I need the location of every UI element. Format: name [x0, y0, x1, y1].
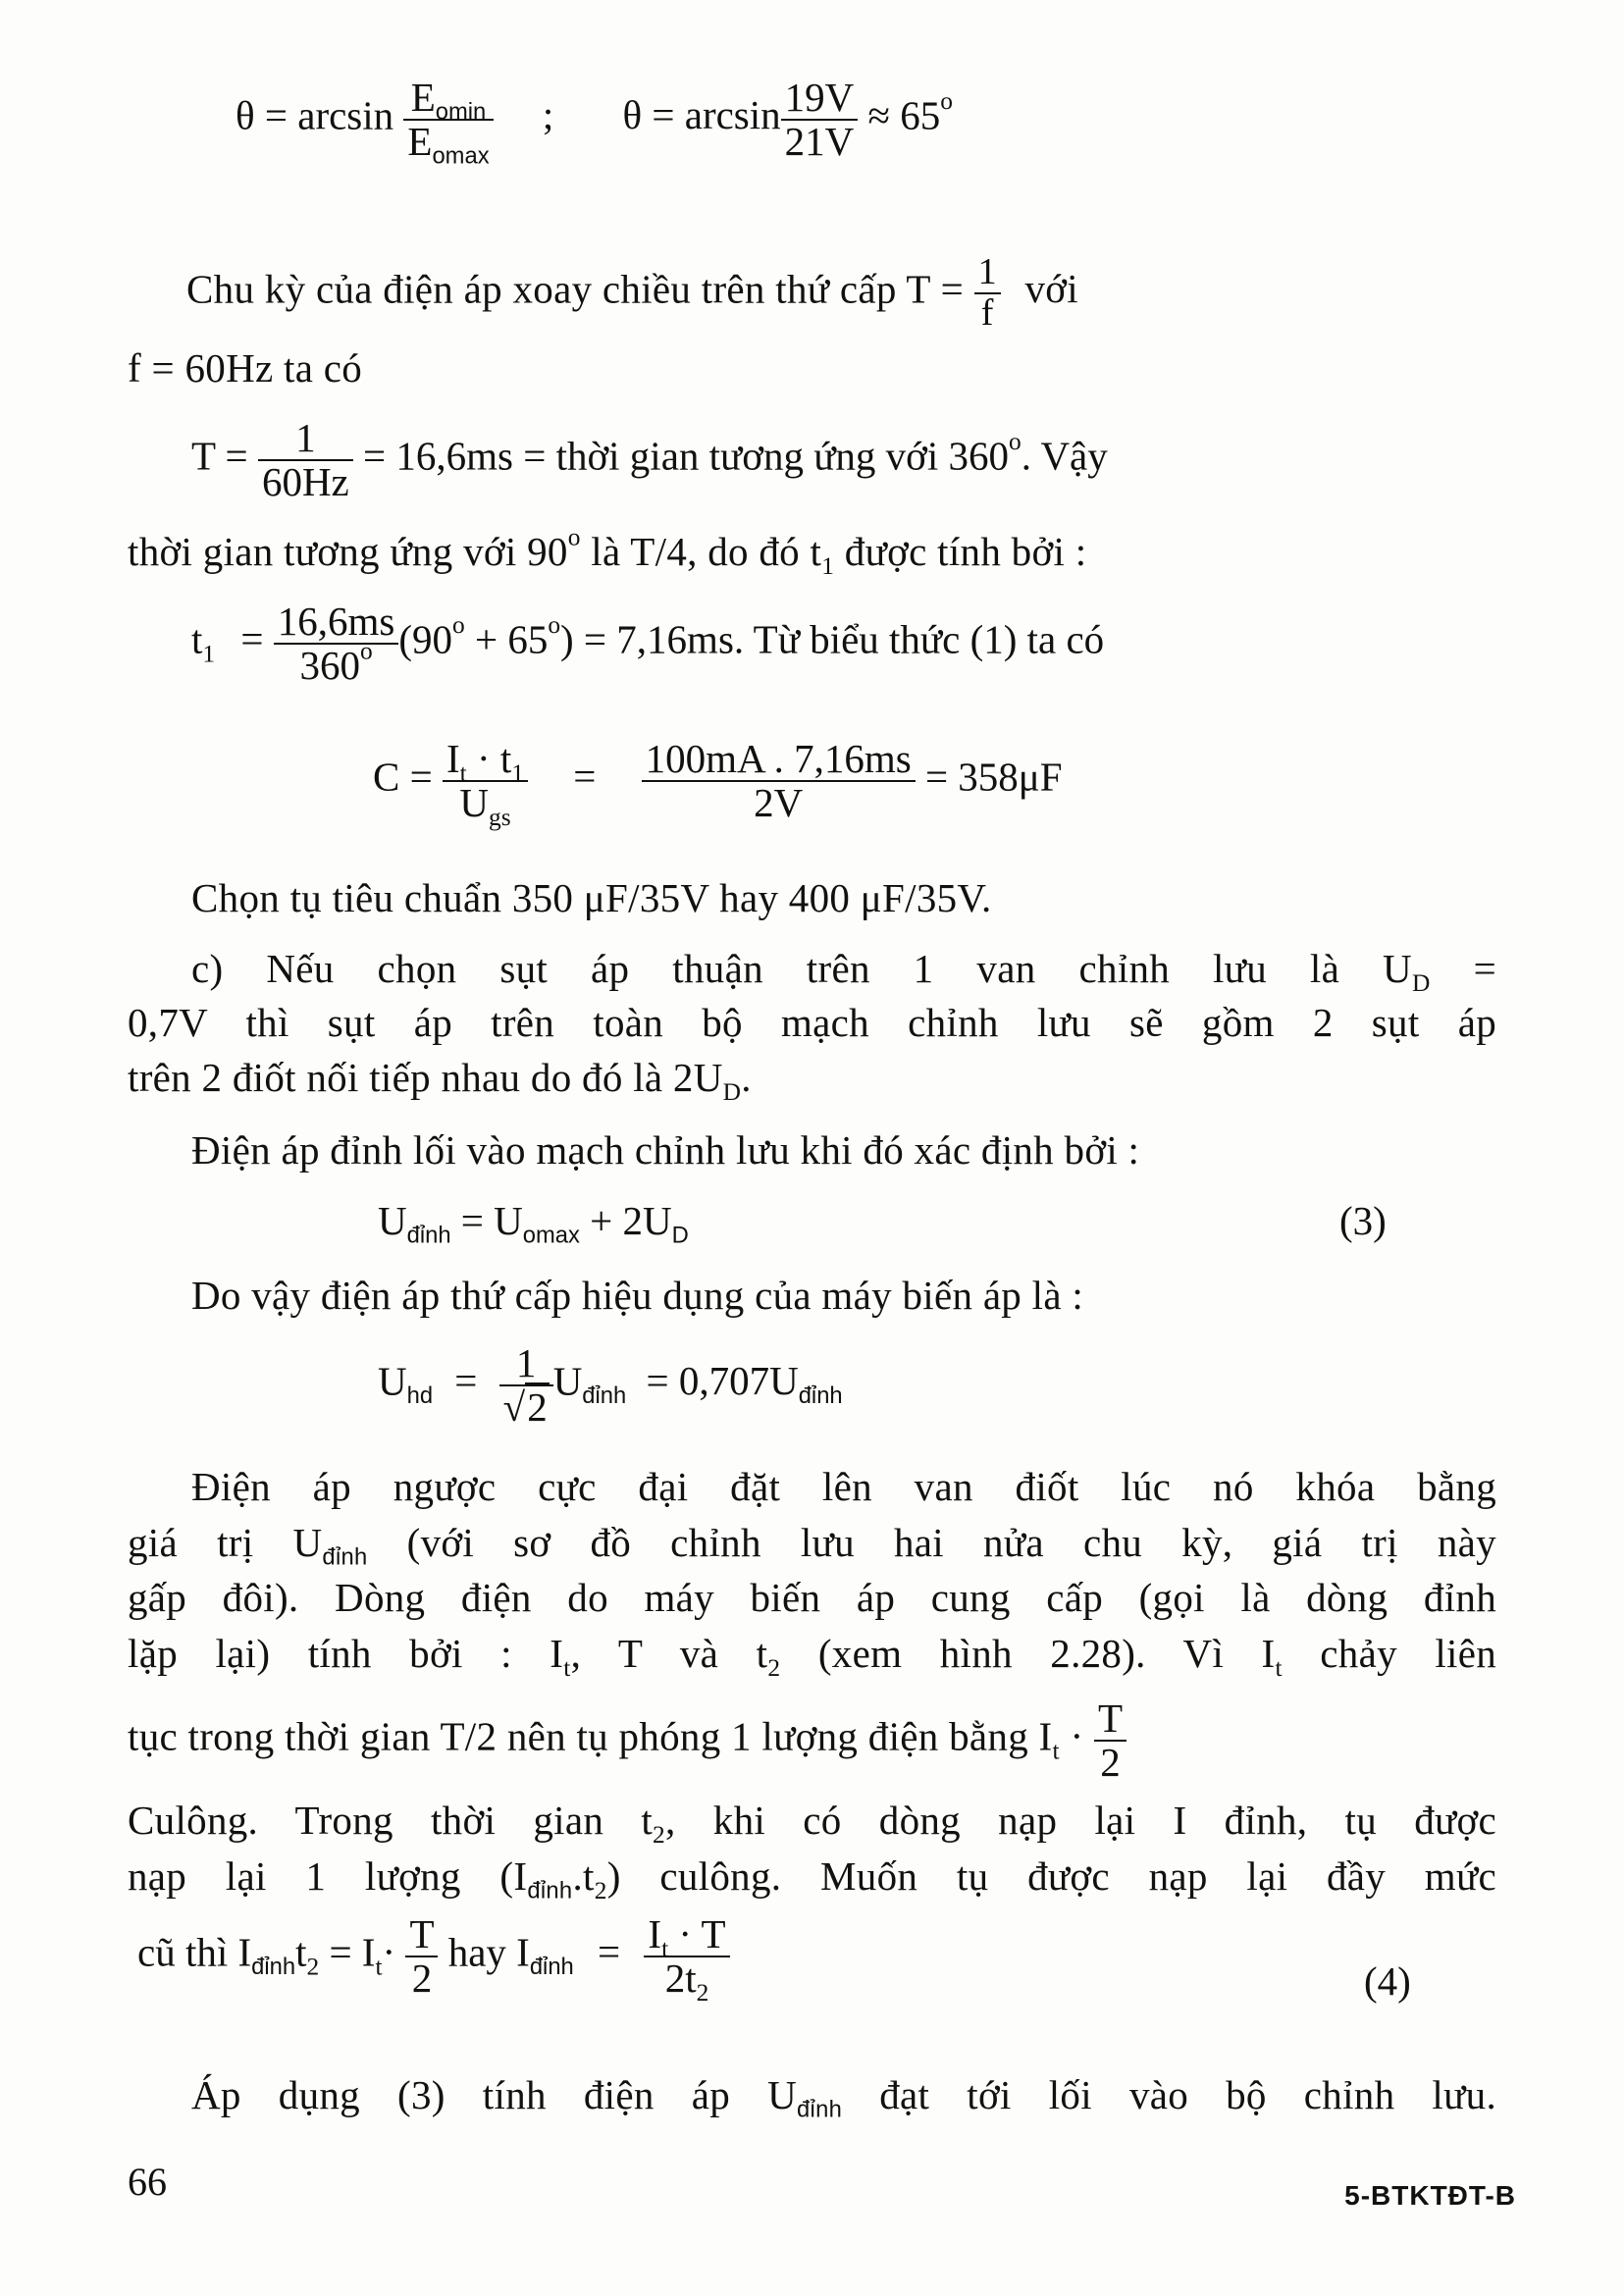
para-c-line3: trên 2 điốt nối tiếp nhau do đó là $2U_D$.: [128, 1055, 752, 1106]
para-chu-ky-line2: f = 60Hz ta có: [128, 345, 363, 391]
reverse-para-line2: giá trị $U_{đỉnh}$ (với sơ đồ chỉnh lưu hai nửa chu kỳ, giá trị này: [128, 1520, 1496, 1571]
period-value-fraction: $\frac{1}{60Hz}$: [258, 417, 353, 503]
theta-lhs-2: θ = arcsin: [622, 92, 781, 138]
theta-result: ≈ 65: [867, 92, 941, 138]
capacitor-choice: Chọn tụ tiêu chuẩn 350 μF/35V hay 400 μF/35V.: [191, 875, 992, 920]
reverse-para-line7: nạp lại 1 lượng $(I_{đỉnh}.t_2)$ culông. Muốn tụ được nạp lại đầy mức: [128, 1853, 1496, 1904]
para-c-line1: c) Nếu chọn sụt áp thuận trên 1 van chỉnh lưu là $U_D$ =: [191, 946, 1496, 997]
equation-4: cũ thì $I_{đỉnh}t_2 = I_t\cdot$ $\frac{T}{2}$ hay $I_{đỉnh}$ = $\frac{I_t \cdot T}{2t_2}$: [137, 1913, 730, 2000]
theta-lhs: θ = arcsin: [236, 92, 394, 138]
page-number: 66: [128, 2160, 167, 2204]
rms-equation: $U_{hd}$ = $\frac{1}{√2}$ $U_{đỉnh} = 0,707U_{đỉnh}$: [378, 1340, 843, 1431]
equation-4-fraction-2: $\frac{I_t \cdot T}{2t_2}$: [644, 1913, 729, 2000]
para-chu-ky-line1: Chu kỳ của điện áp xoay chiều trên thứ cấp T = $\frac{1}{f}$ với: [186, 251, 1078, 334]
theta-equation: θ = arcsin $\frac{E_{omin}}{E_{omax}}$ ; θ = arcsin $\frac{19V}{21V}$ ≈ $65^o$: [236, 75, 953, 170]
equation-4-fraction-1: $\frac{T}{2}$: [405, 1913, 438, 2000]
equation-4-label: (4): [1364, 1958, 1411, 2004]
theta-fraction-2: $\frac{19V}{21V}$: [781, 77, 859, 163]
t1-equation: $t_1$ = $\frac{16,6ms}{360^o}$ $(90^o + 65^o) = 7,16ms$. Từ biểu thức (1) ta có: [191, 599, 1105, 689]
reverse-para-line6: Culông. Trong thời gian $t_2$, khi có dòng nạp lại I đỉnh, tụ được: [128, 1798, 1496, 1849]
reverse-para-line5: tục trong thời gian T/2 nên tụ phóng 1 lượng điện bằng $I_t$ · $\frac{T}{2}$: [128, 1697, 1126, 1784]
period-equation: T = $\frac{1}{60Hz}$ = 16,6ms = thời gian tương ứng với 360$^o$. Vậy: [191, 415, 1108, 505]
rms-fraction: $\frac{1}{√2}$: [499, 1342, 553, 1429]
theta-fraction: $\frac{E_{omin}}{E_{omax}}$: [403, 77, 493, 163]
period-line2: thời gian tương ứng với 90$^o$ là T/4, do đó $t_1$ được tính bởi :: [128, 523, 1087, 580]
reverse-para-line4: lặp lại) tính bởi : $I_t$, T và $t_2$ (xem hình 2.28). Vì $I_t$ chảy liên: [128, 1631, 1497, 1682]
capacitance-fraction-1: $\frac{I_t \cdot t_1}{U_{gs}}$: [443, 738, 528, 824]
t1-fraction: $\frac{16,6ms}{360^o}$: [274, 600, 399, 687]
separator: ;: [542, 92, 554, 138]
para-c-line2: 0,7V thì sụt áp trên toàn bộ mạch chỉnh lưu sẽ gồm 2 sụt áp: [128, 1000, 1496, 1045]
period-fraction: $\frac{1}{f}$: [974, 253, 1001, 334]
equation-3-label: (3): [1339, 1198, 1387, 1243]
reverse-para-line1: Điện áp ngược cực đại đặt lên van điốt lúc nó khóa bằng: [191, 1464, 1496, 1509]
footer-code: 5-BTKTĐT-B: [1344, 2180, 1516, 2211]
apply-line: Áp dụng (3) tính điện áp $U_{đỉnh}$ đạt tới lối vào bộ chỉnh lưu.: [191, 2072, 1496, 2123]
reverse-para-line3: gấp đôi). Dòng điện do máy biến áp cung cấp (gọi là dòng đỉnh: [128, 1575, 1496, 1620]
peak-voltage-line: Điện áp đỉnh lối vào mạch chỉnh lưu khi đó xác định bởi :: [191, 1127, 1140, 1173]
equation-3: $U_{đỉnh} = U_{omax} + 2U_D$: [378, 1198, 689, 1249]
rms-intro-line: Do vậy điện áp thứ cấp hiệu dụng của máy biến áp là :: [191, 1273, 1084, 1318]
half-period-fraction: $\frac{T}{2}$: [1094, 1697, 1126, 1784]
capacitance-equation: C = $\frac{I_t \cdot t_1}{U_{gs}}$ = $\frac{100mA . 7,16ms}{2V}$ = 358μF: [373, 736, 1063, 831]
capacitance-fraction-2: $\frac{100mA . 7,16ms}{2V}$: [642, 738, 916, 824]
